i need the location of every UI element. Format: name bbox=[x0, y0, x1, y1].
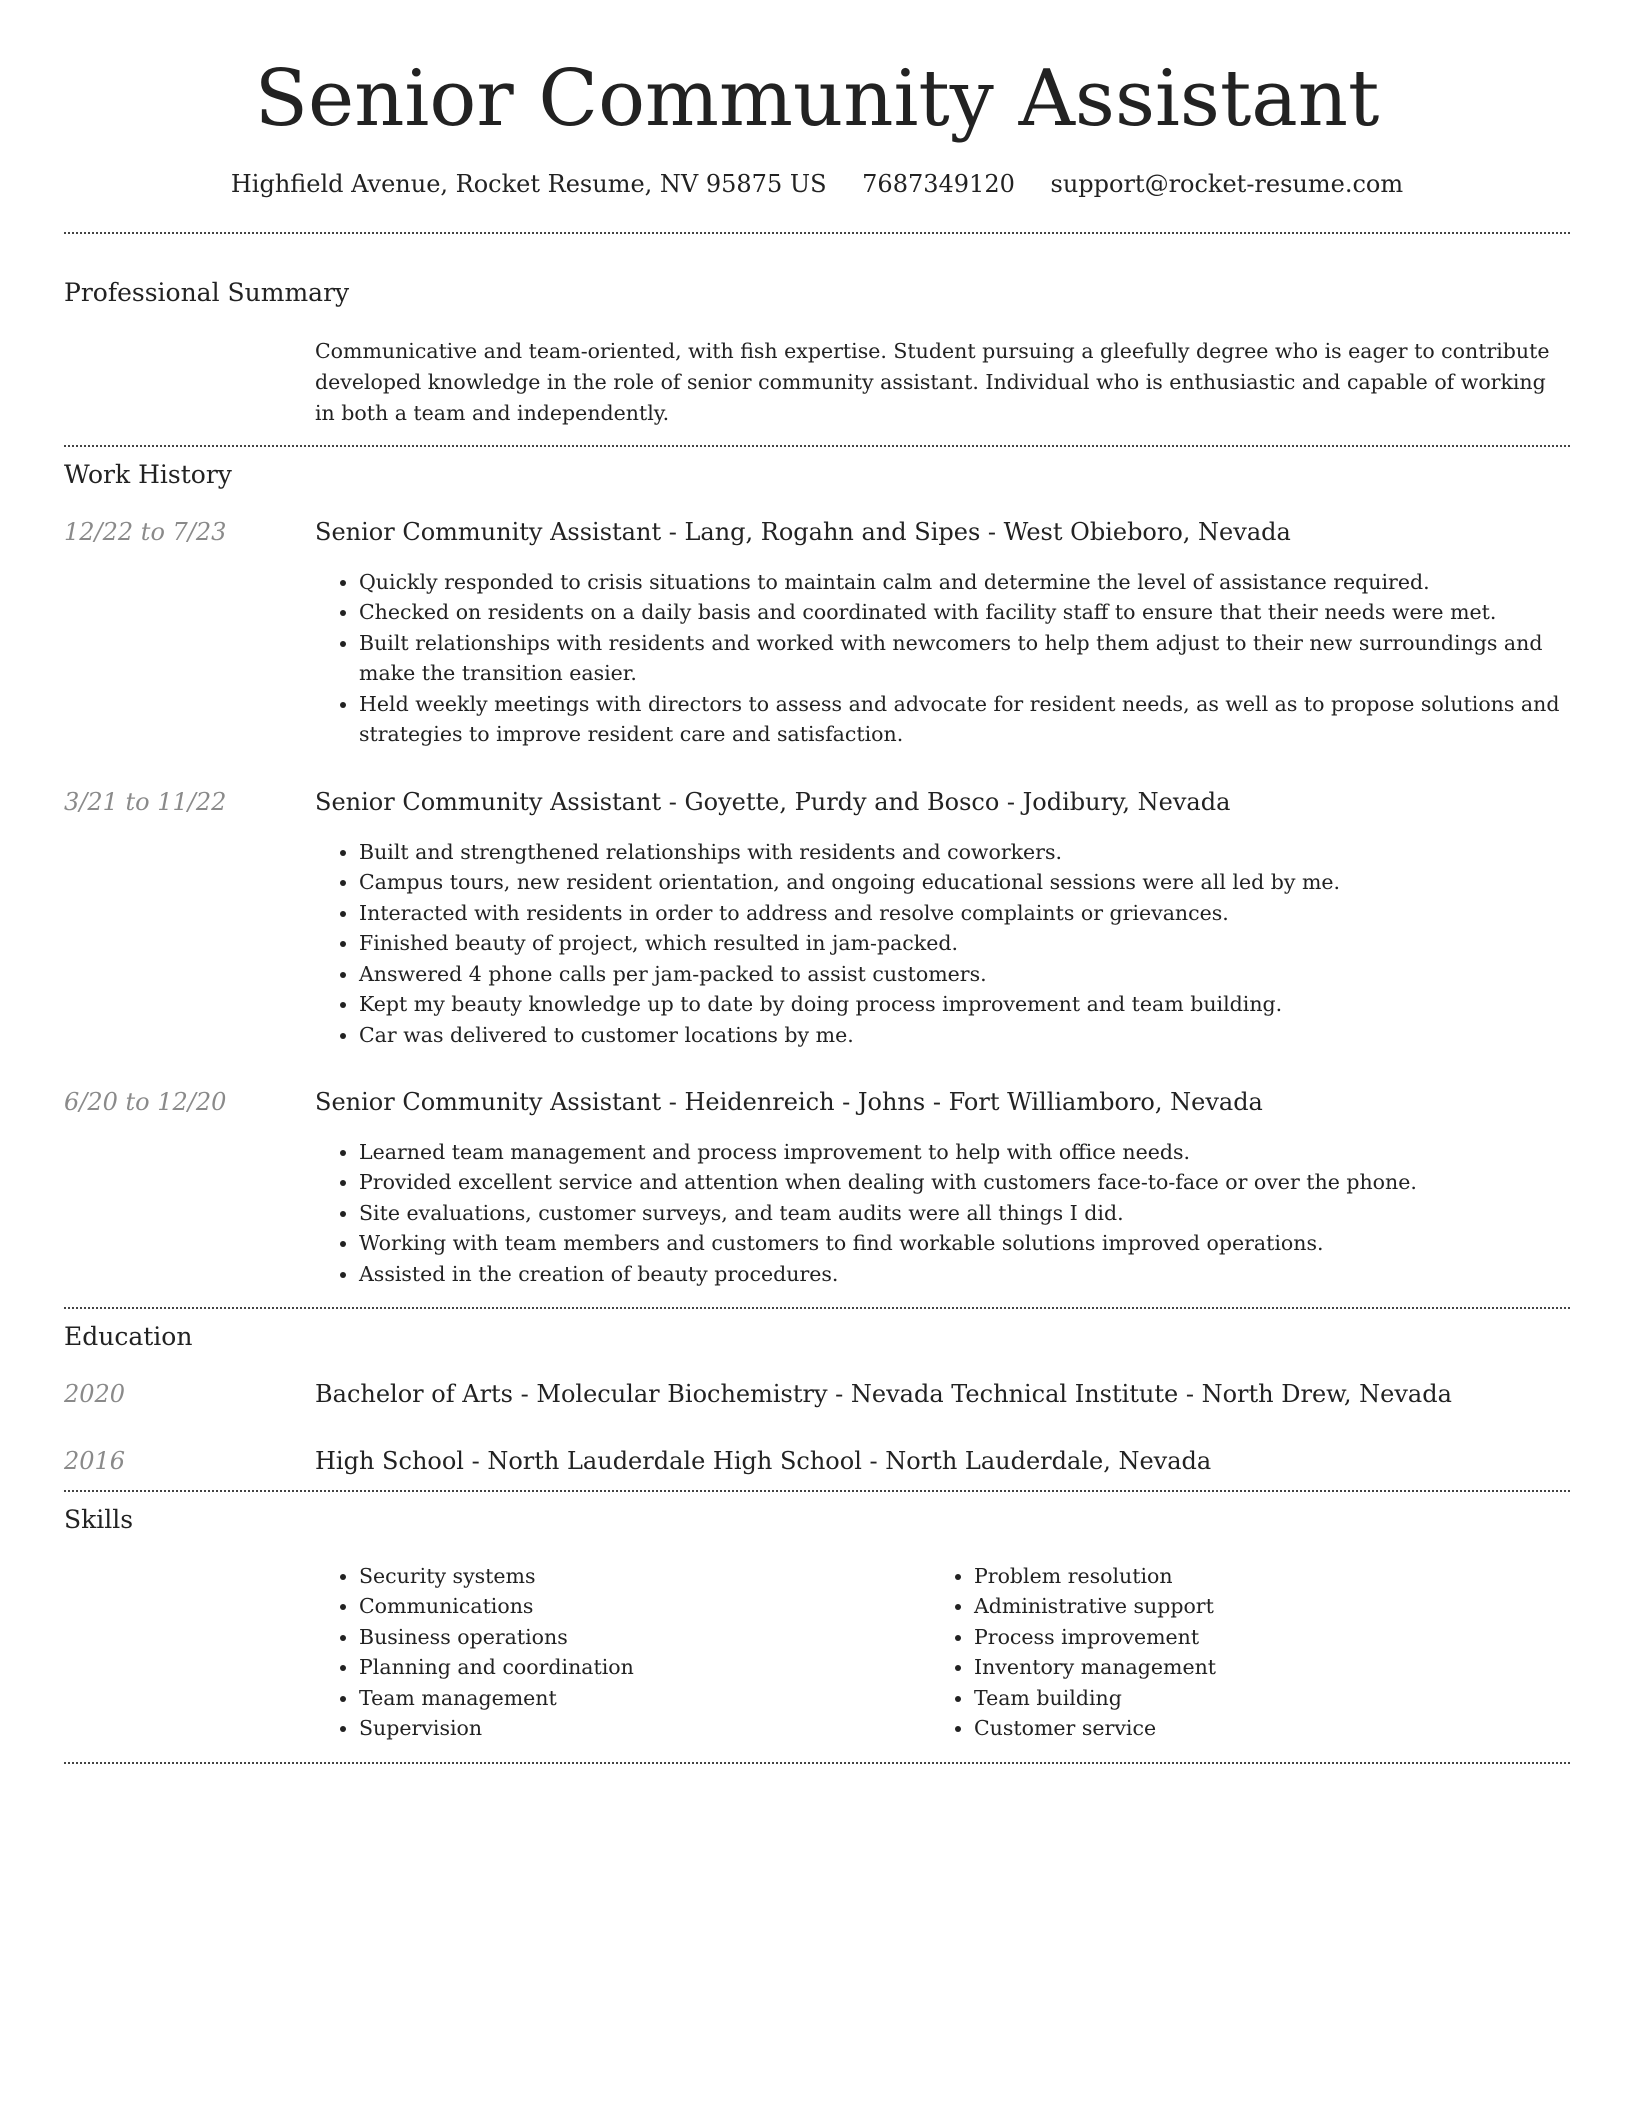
work-bullet: • Interacted with residents in order to address and resolve complaints or grievances. bbox=[359, 898, 1570, 929]
skill-item: • Problem resolution bbox=[974, 1561, 1544, 1592]
skill-item: • Team building bbox=[974, 1683, 1544, 1714]
skill-item: • Security systems bbox=[359, 1561, 929, 1592]
work-bullet: • Finished beauty of project, which resulted in jam-packed. bbox=[359, 928, 1570, 959]
work-entry bbox=[64, 788, 1570, 1050]
contact-phone: 7687349120 bbox=[862, 170, 1015, 198]
education-title: Bachelor of Arts - Molecular Biochemistry - Nevada Technical Institute - North Drew, Nevada bbox=[315, 1380, 1452, 1409]
skills-list bbox=[315, 1561, 1570, 1744]
section-divider bbox=[64, 1490, 1570, 1492]
work-title: Senior Community Assistant - Heidenreich - Johns - Fort Williamboro, Nevada bbox=[315, 1088, 1263, 1117]
work-bullet: • Quickly responded to crisis situations to maintain calm and determine the level of assistance required. bbox=[359, 567, 1570, 598]
work-bullet: • Site evaluations, customer surveys, and team audits were all things I did. bbox=[359, 1198, 1570, 1229]
skill-item: • Supervision bbox=[359, 1713, 929, 1744]
work-bullet: • Answered 4 phone calls per jam-packed to assist customers. bbox=[359, 959, 1570, 990]
work-bullet: • Kept my beauty knowledge up to date by doing process improvement and team building. bbox=[359, 989, 1570, 1020]
education-body bbox=[315, 1380, 1570, 1409]
contact-email: support@rocket-resume.com bbox=[1050, 170, 1404, 198]
work-date: 6/20 to 12/20 bbox=[64, 1088, 227, 1117]
skill-item: • Process improvement bbox=[974, 1622, 1544, 1653]
work-bullet: • Built and strengthened relationships with residents and coworkers. bbox=[359, 837, 1570, 868]
section-divider bbox=[64, 445, 1570, 447]
education-section-title: Education bbox=[64, 1322, 193, 1352]
work-bullets bbox=[359, 837, 1570, 1051]
education-entry bbox=[64, 1447, 1570, 1476]
work-bullets bbox=[359, 1137, 1570, 1290]
work-date: 12/22 to 7/23 bbox=[64, 518, 227, 546]
work-bullet: • Held weekly meetings with directors to assess and advocate for resident needs, as well as to propose solutions and strategies to improve resident care and satisfaction. bbox=[359, 689, 1570, 750]
education-date: 2020 bbox=[64, 1380, 126, 1409]
skill-item: • Customer service bbox=[974, 1713, 1544, 1744]
work-bullet: • Car was delivered to customer locations by me. bbox=[359, 1020, 1570, 1051]
work-section-title: Work History bbox=[64, 460, 232, 489]
section-divider bbox=[64, 232, 1570, 234]
skills-section-title: Skills bbox=[64, 1504, 134, 1534]
contact-line bbox=[64, 170, 1570, 198]
work-body bbox=[315, 1088, 1570, 1289]
section-divider bbox=[64, 1307, 1570, 1309]
skill-item: • Business operations bbox=[359, 1622, 929, 1653]
skills-column-left bbox=[359, 1561, 929, 1744]
work-bullet: • Checked on residents on a daily basis and coordinated with facility staff to ensure that their needs were met. bbox=[359, 597, 1570, 628]
summary-section-title: Professional Summary bbox=[64, 278, 350, 307]
skill-item: • Team management bbox=[359, 1683, 929, 1714]
skills-column-right bbox=[974, 1561, 1544, 1744]
education-entry bbox=[64, 1380, 1570, 1409]
work-title: Senior Community Assistant - Lang, Rogahn and Sipes - West Obieboro, Nevada bbox=[315, 518, 1291, 546]
work-entry bbox=[64, 518, 1570, 750]
work-bullets bbox=[359, 567, 1570, 750]
work-bullet: • Working with team members and customers to find workable solutions improved operations. bbox=[359, 1228, 1570, 1259]
contact-address: Highfield Avenue, Rocket Resume, NV 95875 US bbox=[230, 170, 827, 198]
work-date: 3/21 to 11/22 bbox=[64, 787, 227, 816]
section-divider bbox=[64, 1762, 1570, 1764]
work-body bbox=[315, 518, 1570, 750]
skill-item: • Inventory management bbox=[974, 1652, 1544, 1683]
work-body bbox=[315, 788, 1570, 1050]
work-bullet: • Provided excellent service and attention when dealing with customers face-to-face or over the phone. bbox=[359, 1167, 1570, 1198]
work-title: Senior Community Assistant - Goyette, Purdy and Bosco - Jodibury, Nevada bbox=[315, 787, 1231, 816]
work-bullet: • Campus tours, new resident orientation, and ongoing educational sessions were all led by me. bbox=[359, 867, 1570, 898]
education-body bbox=[315, 1447, 1570, 1476]
education-date: 2016 bbox=[64, 1447, 126, 1476]
skill-item: • Planning and coordination bbox=[359, 1652, 929, 1683]
education-title: High School - North Lauderdale High School - North Lauderdale, Nevada bbox=[315, 1447, 1212, 1476]
summary-text: Communicative and team-oriented, with fish expertise. Student pursuing a gleefully degree who is eager to contribute developed knowledge in the role of senior community assistant. Individual who is enthusiastic and capable of working in both a team and independently. bbox=[315, 339, 1550, 425]
resume-page bbox=[64, 0, 1570, 1764]
skill-item: • Communications bbox=[359, 1591, 929, 1622]
work-bullet: • Assisted in the creation of beauty procedures. bbox=[359, 1259, 1570, 1290]
work-bullet: • Built relationships with residents and worked with newcomers to help them adjust to their new surroundings and make the transition easier. bbox=[359, 628, 1570, 689]
work-bullet: • Learned team management and process improvement to help with office needs. bbox=[359, 1137, 1570, 1168]
work-entry bbox=[64, 1088, 1570, 1289]
skill-item: • Administrative support bbox=[974, 1591, 1544, 1622]
resume-name: Senior Community Assistant bbox=[254, 54, 1380, 144]
